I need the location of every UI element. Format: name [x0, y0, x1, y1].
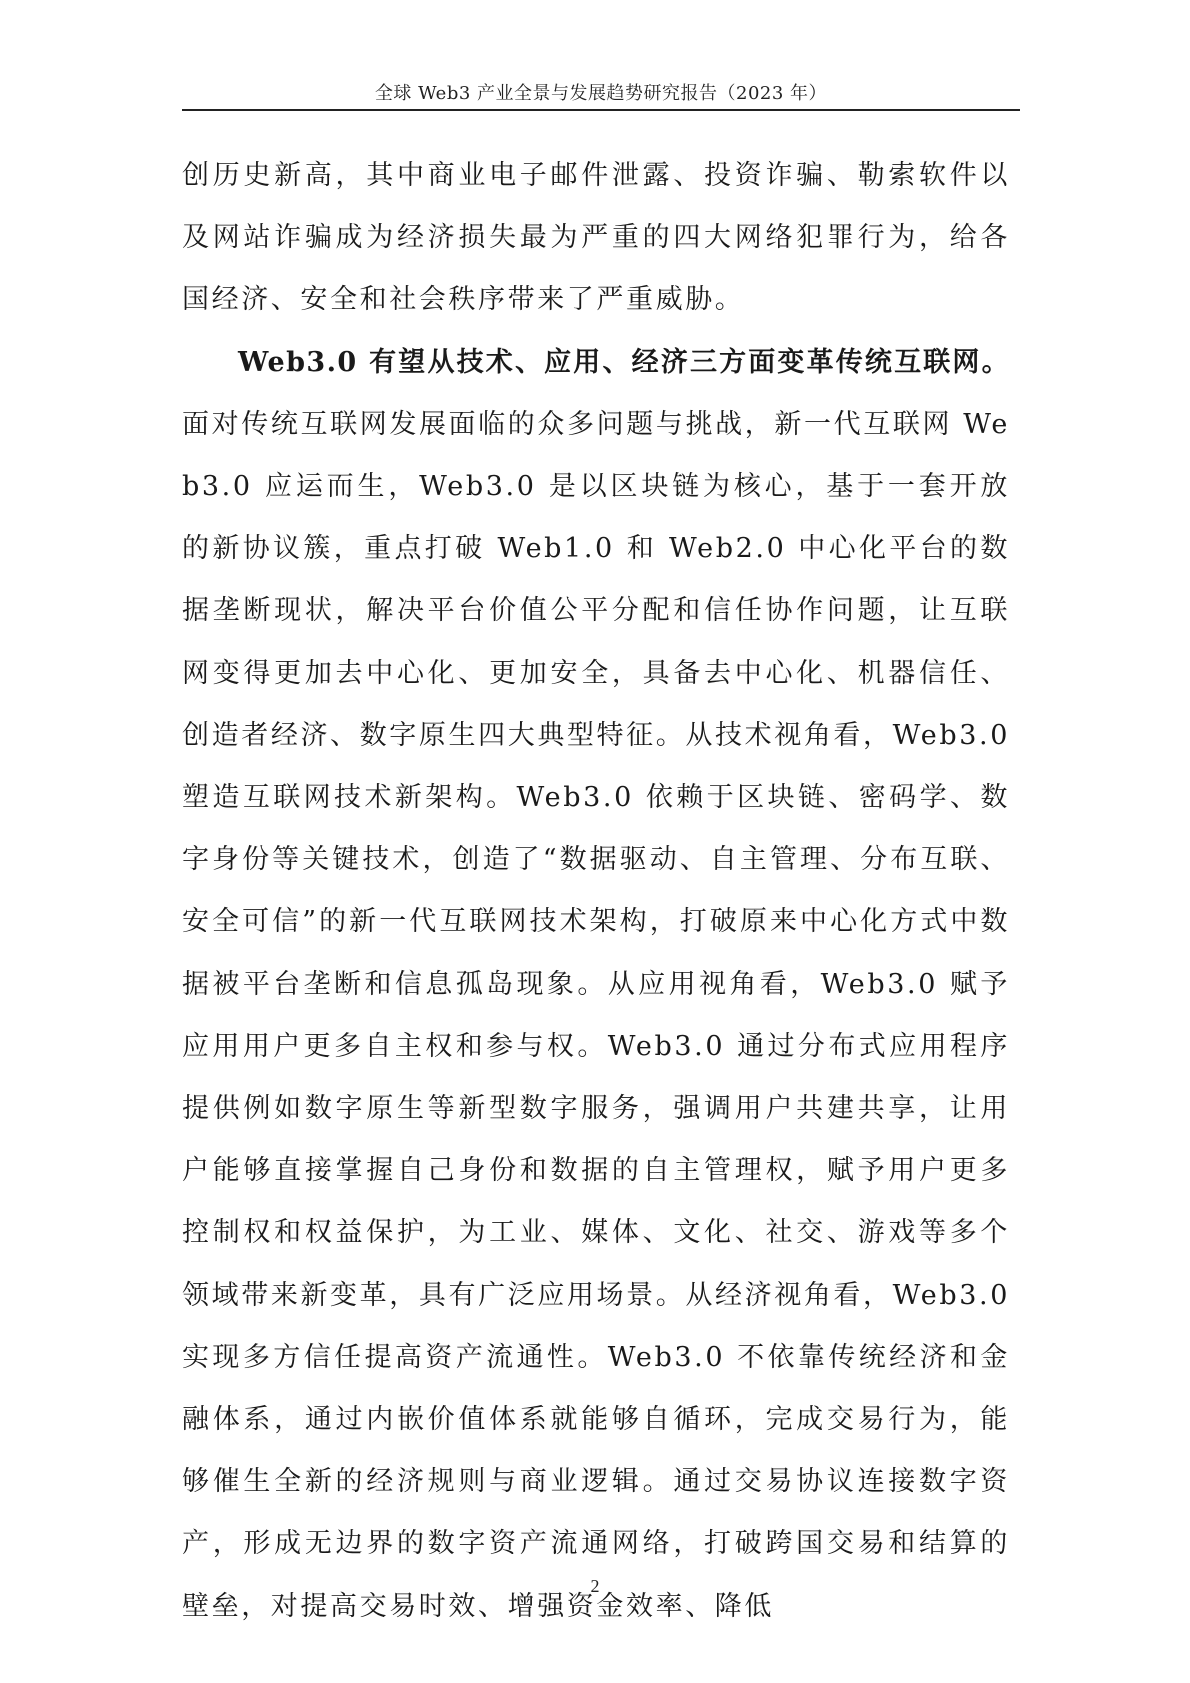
paragraph-continuation: 创历史新高，其中商业电子邮件泄露、投资诈骗、勒索软件以及网站诈骗成为经济损失最为严重的四大网络犯罪行为，给各国经济、安全和社会秩序带来了严重威胁。 — [182, 160, 1010, 316]
page-number: 2 — [590, 1576, 600, 1596]
paragraph-lead-sentence: Web3.0 有望从技术、应用、经济三方面变革传统互联网。 — [238, 346, 1010, 378]
document-body — [182, 145, 1010, 1638]
paragraph-body-text: 面对传统互联网发展面临的众多问题与挑战，新一代互联网 Web3.0 应运而生，Web3.0 是以区块链为核心，基于一套开放的新协议簇，重点打破 Web1.0 和 Web2.0 中心化平台的数据垄断现状，解决平台价值公平分配和信任协作问题，让互联网变得更加去中心化、更加安全，具备去中心化、机器信任、创造者经济、数字原生四大典型特征。从技术视角看，Web3.0 塑造互联网技术新架构。Web3.0 依赖于区块链、密码学、数字身份等关键技术，创造了“数据驱动、自主管理、分布互联、安全可信”的新一代互联网技术架构，打破原来中心化方式中数据被平台垄断和信息孤岛现象。从应用视角看，Web3.0 赋予应用用户更多自主权和参与权。Web3.0 通过分布式应用程序提供例如数字原生等新型数字服务，强调用户共建共享，让用户能够直接掌握自己身份和数据的自主管理权，赋予用户更多控制权和权益保护，为工业、媒体、文化、社交、游戏等多个领域带来新变革，具有广泛应用场景。从经济视角看，Web3.0 实现多方信任提高资产流通性。Web3.0 不依靠传统经济和金融体系，通过内嵌价值体系就能够自循环，完成交易行为，能够催生全新的经济规则与商业逻辑。通过交易协议连接数字资产，形成无边界的数字资产流通网络，打破跨国交易和结算的壁垒，对提高交易时效、增强资金效率、降低 — [182, 408, 1010, 1622]
running-header: 全球 Web3 产业全景与发展趋势研究报告（2023 年） — [374, 83, 828, 104]
header-divider — [182, 109, 1020, 111]
paragraph-web3-overview — [182, 332, 1010, 1638]
